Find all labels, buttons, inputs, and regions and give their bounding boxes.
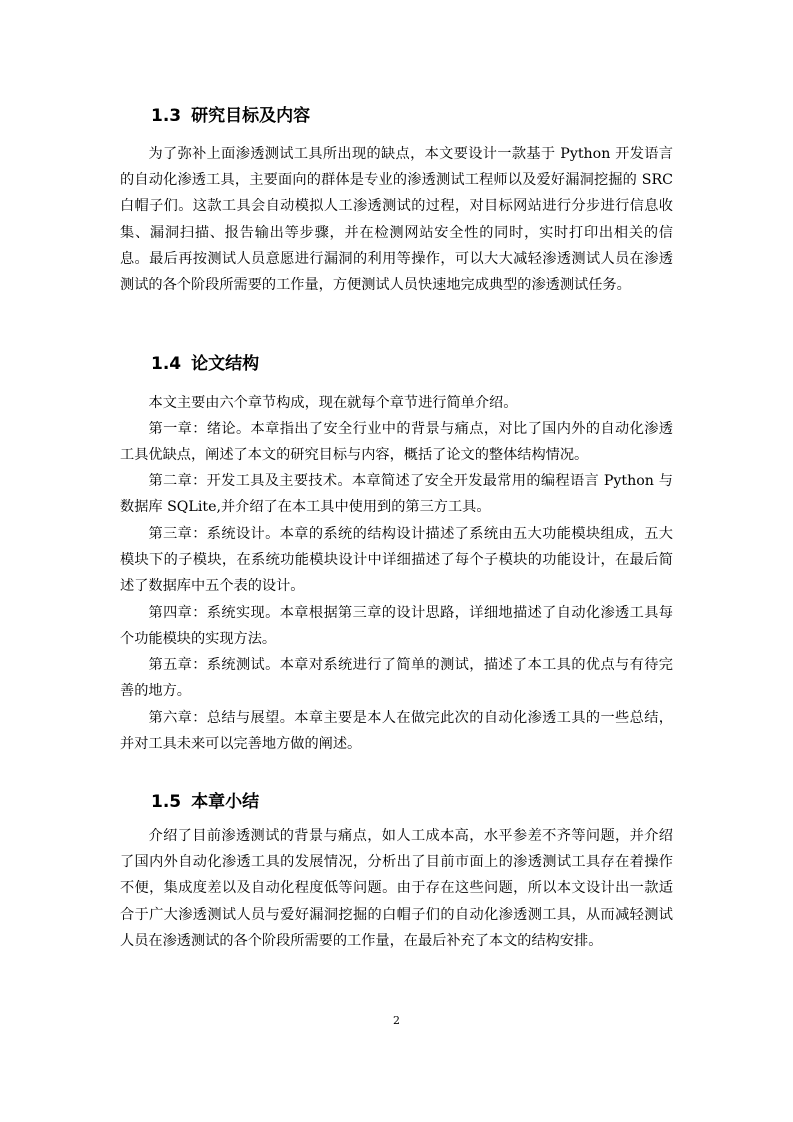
page-number: 2 xyxy=(393,1014,400,1027)
paragraph: 介绍了目前渗透测试的背景与痛点，如人工成本高，水平参差不齐等问题，并介绍了国内外自动化渗透工具的发展情况，分析出了目前市面上的渗透测试工具存在着操作不便，集成度差以及自动化程度低等问题。由于存在这些问题，所以本文设计出一款适合于广大渗透测试人员与爱好漏洞挖掘的白帽子们的自动化渗透测工具，从而减轻测试人员在渗透测试的各个阶段所需要的工作量，在最后补充了本文的结构安排。 xyxy=(120,828,673,949)
paragraph: 第六章：总结与展望。本章主要是本人在做完此次的自动化渗透工具的一些总结，并对工具未来可以完善地方做的阐述。 xyxy=(120,710,673,753)
section-number: 1.5 xyxy=(151,792,182,812)
document-page xyxy=(120,0,673,1122)
section-number: 1.3 xyxy=(151,106,182,126)
paragraph: 第四章：系统实现。本章根据第三章的设计思路，详细地描述了自动化渗透工具每个功能模块的实现方法。 xyxy=(120,605,673,648)
section-heading-1-4 xyxy=(151,352,259,376)
section-number: 1.4 xyxy=(151,354,182,374)
paragraph: 为了弥补上面渗透测试工具所出现的缺点，本文要设计一款基于 Python 开发语言的自动化渗透工具，主要面向的群体是专业的渗透测试工程师以及爱好漏洞挖掘的 SRC 白帽子们。这款工具会自动模拟人工渗透测试的过程，对目标网站进行分步进行信息收集、漏洞扫描、报告输出等步骤，并在检测网站安全性的同时，实时打印出相关的信息。最后再按测试人员意愿进行漏洞的利用等操作，可以大大减轻渗透测试人员在渗透测试的各个阶段所需要的工作量，方便测试人员快速地完成典型的渗透测试任务。 xyxy=(120,146,673,294)
section-heading-1-3 xyxy=(151,104,310,128)
paragraph: 第二章：开发工具及主要技术。本章简述了安全开发最常用的编程语言 Python 与数据库 SQLite,并介绍了在本工具中使用到的第三方工具。 xyxy=(120,473,673,516)
paragraph: 第五章：系统测试。本章对系统进行了简单的测试，描述了本工具的优点与有待完善的地方。 xyxy=(120,657,673,700)
section-title: 研究目标及内容 xyxy=(191,106,311,126)
paragraph: 第一章：绪论。本章指出了安全行业中的背景与痛点，对比了国内外的自动化渗透工具优缺点，阐述了本文的研究目标与内容，概括了论文的整体结构情况。 xyxy=(120,421,673,464)
paragraph: 第三章：系统设计。本章的系统的结构设计描述了系统由五大功能模块组成，五大模块下的子模块，在系统功能模块设计中详细描述了每个子模块的功能设计，在最后简述了数据库中五个表的设计。 xyxy=(120,526,673,595)
section-title: 论文结构 xyxy=(191,354,260,374)
paragraph: 本文主要由六个章节构成，现在就每个章节进行简单介绍。 xyxy=(148,395,518,411)
section-heading-1-5 xyxy=(151,790,259,814)
section-title: 本章小结 xyxy=(191,792,260,812)
